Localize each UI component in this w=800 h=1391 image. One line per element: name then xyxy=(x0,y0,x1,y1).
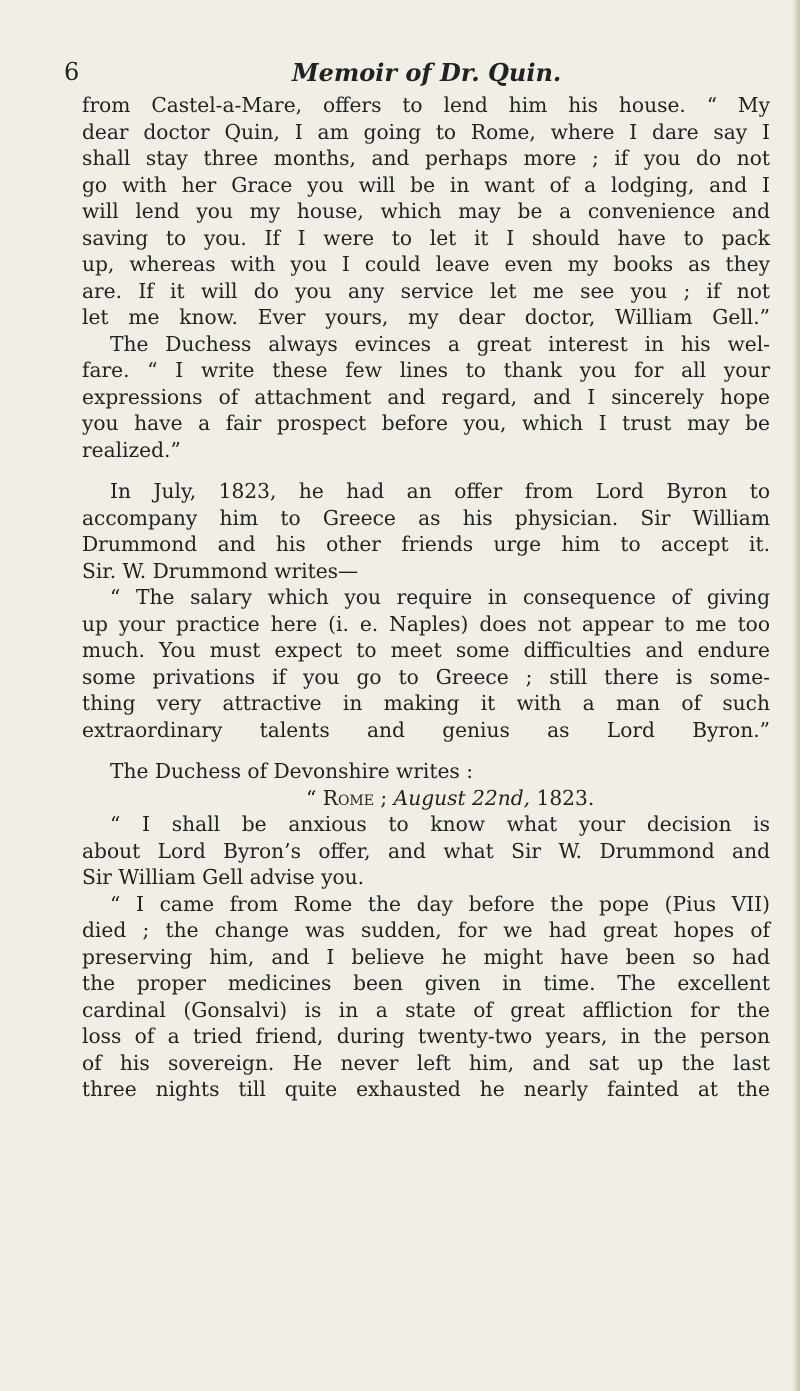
text-line: you have a fair prospect before you, which I trust may be xyxy=(82,411,770,435)
text-line: “ I shall be anxious to know what your decision is xyxy=(110,812,770,836)
text-line: about Lord Byron’s offer, and what Sir W. Drummond and xyxy=(82,838,770,863)
page-edge xyxy=(792,0,800,1391)
page-number: 6 xyxy=(64,58,80,86)
text-line: realized.” xyxy=(82,437,181,462)
text-line: much. You must expect to meet some difficulties and endure xyxy=(82,638,770,662)
letter-dateline xyxy=(82,785,770,812)
text-line: Drummond and his other friends urge him to accept it. xyxy=(82,532,770,556)
text-line: dear doctor Quin, I am going to Rome, where I dare say I xyxy=(82,119,770,144)
text-line: expressions of attachment and regard, and I sincerely hope xyxy=(82,384,770,409)
dateline-place: Rome xyxy=(322,785,374,810)
text-line: are. If it will do you any service let me see you ; if not xyxy=(82,278,770,303)
text-line: three nights till quite exhausted he nearly fainted at the xyxy=(82,1077,770,1101)
text-line: Sir. W. Drummond writes— xyxy=(82,558,359,583)
text-line: fare. “ I write these few lines to thank you for all your xyxy=(82,358,770,382)
text-line: The Duchess always evinces a great interest in his wel- xyxy=(110,331,770,356)
text-line: died ; the change was sudden, for we had great hopes of xyxy=(82,918,770,942)
paragraph-gap xyxy=(82,743,770,758)
text-line: The Duchess of Devonshire writes : xyxy=(110,759,474,783)
text-line: accompany him to Greece as his physician. Sir William xyxy=(82,505,770,530)
dateline-quote: “ xyxy=(306,785,323,810)
text-line: Sir William Gell advise you. xyxy=(82,865,365,889)
text-line: of his sovereign. He never left him, and sat up the last xyxy=(82,1050,770,1075)
text-line: “ The salary which you require in consequence of giving xyxy=(110,585,770,609)
dateline-year: 1823. xyxy=(530,785,595,810)
text-line: loss of a tried friend, during twenty-two years, in the person xyxy=(82,1024,770,1048)
paragraph-gap xyxy=(82,463,770,478)
dateline-separator: ; xyxy=(373,785,394,810)
text-line: In July, 1823, he had an offer from Lord Byron to xyxy=(110,479,770,503)
text-line: extraordinary talents and genius as Lord Byron.” xyxy=(82,717,770,742)
text-line: up your practice here (i. e. Naples) does not appear to me too xyxy=(82,611,770,636)
page-header xyxy=(64,58,764,88)
text-line: “ I came from Rome the day before the pope (Pius VII) xyxy=(110,891,770,916)
text-line: from Castel-a-Mare, offers to lend him his house. “ My xyxy=(82,93,770,117)
text-line: some privations if you go to Greece ; still there is some- xyxy=(82,664,770,689)
text-line: shall stay three months, and perhaps more ; if you do not xyxy=(82,146,770,170)
body-text xyxy=(82,92,770,1103)
running-head: Memoir of Dr. Quin. xyxy=(292,58,562,87)
text-line: up, whereas with you I could leave even my books as they xyxy=(82,252,770,276)
text-line: preserving him, and I believe he might have been so had xyxy=(82,944,770,969)
text-line: let me know. Ever yours, my dear doctor, William Gell.” xyxy=(82,305,770,329)
text-line: go with her Grace you will be in want of a lodging, and I xyxy=(82,172,770,197)
text-line: thing very attractive in making it with a man of such xyxy=(82,691,770,715)
text-line: cardinal (Gonsalvi) is in a state of great affliction for the xyxy=(82,997,770,1022)
text-line: saving to you. If I were to let it I should have to pack xyxy=(82,225,770,250)
text-line: the proper medicines been given in time. The excellent xyxy=(82,971,770,995)
dateline-date: August 22nd, xyxy=(393,785,531,810)
text-line: will lend you my house, which may be a convenience and xyxy=(82,199,770,223)
